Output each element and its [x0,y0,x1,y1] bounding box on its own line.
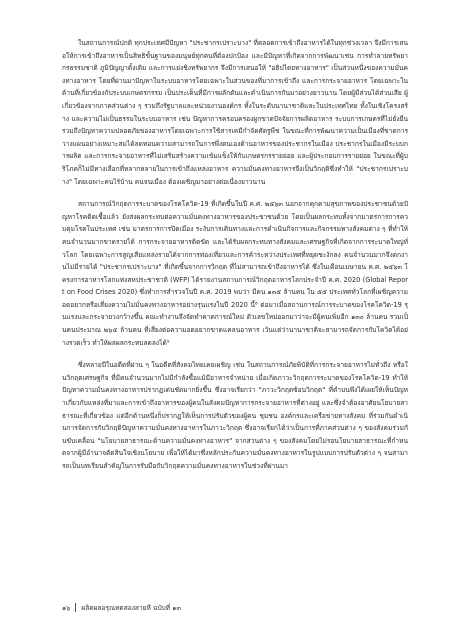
paragraph-3: ซึ่งหลายปีในอดีตที่ผ่าน ๆ ในอดีตที่สังคมไทยเคยเผชิญ เช่น ในสถานการณ์ภัยพิบัติที่การกระจายอาหารไม่ทั่วถึง หรือในวิกฤตเศรษฐกิจ ที่มีคนจำนวนมากไม่มีกำลังซื้อแม้มีอาหารจำหน่าย เมื่อเกิดภาวะวิกฤตการระบาดของโรคโควิด-19 ทำให้ปัญหาความมั่นคงทางอาหารปรากฏเด่นชัดมากยิ่งขึ้น ซึ่งอาจเรียกว่า "ภาวะวิกฤตซ้อนวิกฤต" ที่ตำบนพึงได้เผยให้เห็นปัญหาเกี่ยวกับแหล่งที่มาและการเข้าถึงอาหารของผู้คนในสังคมปัญหาการกระจายอาหารที่ต่างอยู่ และซึ่งจำต้องอาศัยนโยบายสาธารณะที่เกี่ยวข้อง แต่อีกด้านหนึ่งก็ปรากฏให้เห็นการปรับตัวของผู้คน ชุมชน องค์กรและเครือข่ายทางสังคม ที่ร่วมกันดำเนินการจัดการกับวิกฤติปัญหาความมั่นคงทางอาหารในภาวะวิกฤต ซึ่งอาจเรียกได้ว่าเป็นการที่ภาคส่วนต่าง ๆ ของสังคมร่วมกันขับเคลื่อน "นโยบายสาธารณะด้านความมั่นคงทางอาหาร" จากส่วนต่าง ๆ ของสังคมโดยไม่รอนโยบายสาธารณะที่กำหนดจากผู้มีอำนาจตัดสินใจเชิงนโยบาย เพื่อให้ได้มาซึ่งหลักประกันความมั่นคงทางอาหารในรูปแบบการปรับตัวต่าง ๆ จนสามารถเป็นบทเรียนสำคัญในการรับมือกับวิกฤตความมั่นคงทางอาหารในช่วงที่ผ่านมา [62,361,408,470]
publication-title: ผลิตผลอรุณทดสองสายหี ฉบับที่ ๑๓ [81,603,181,612]
paragraph-1: ในสถานการณ์ปกติ ทุกประเทศมีปัญหา "ประชากรเปราะบาง" ที่ตลอดการเข้าถึงอาหารได้ในทุกช่วงเวลา จึงมีการเสนอให้การเข้าถึงอาหารเป็นสิทธิขั้นฐานของมนุษย์ทุกคนที่ต้องปกป้อง และมีปัญหาที่เกิดจากการพัฒนาเช่น การทำลายทรัพยากรธรรมชาติ ภูมิปัญญาดั้งเดิม และการแย่งชิงทรัพยากร จึงมีการเสนอให้ "อธิปไตยทางอาหาร" เป็นส่วนหนึ่งของความมั่นคงทางอาหาร โดยที่ผ่านมาปัญหาในระบบอาหารโดยเฉพาะในส่วนของที่มาการเข้าถึง และการกระจายอาหาร โดยเฉพาะในด้านที่เกี่ยวข้องกับระบบเกษตรกรรม เป็นประเด็นที่มีการผลักดันและดำเนินการกันมาอย่างยาวนาน โดยผู้มีส่วนได้ส่วนเสีย ผู้เกี่ยวข้องจากภาคส่วนต่าง ๆ รวมถึงรัฐบาลและหน่วยงานองค์กร ทั้งในระดับนานาชาติและในประเทศไทย ทั้งในเชิงโครงสร้าง และความไม่เป็นธรรมในระบบอาหาร เช่น ปัญหาการครอบครองผูกขาดปัจจัยการผลิตอาหาร ระบบการเกษตรที่ไม่ยั่งยืน รวมถึงปัญหาความปลอดภัยของอาหารโดยเฉพาะการใช้สารเคมีกำจัดศัตรูพืช ในขณะที่การพัฒนาความเป็นเมืองที่ขาดการวางแผนอย่างเหมาะสมได้ลดทอนความสามารถในการพึ่งตนเองด้านอาหารของประชากรในเมือง ประชากรในเมืองมีระบบการผลิต และการกระจายอาหารที่ไม่เสริมสร้างความเข้มแข็งให้กับเกษตรกรรายย่อย และผู้ประกอบการรายย่อย ในขณะที่ผู้บริโภคก็ไม่มีทางเลือกที่หลากหลายในการเข้าถึงแหล่งอาหาร ความมั่นคงทางอาหารจึงเป็นวิกฤติซึ่งทำให้ "ประชากรเปราะบาง" โดยเฉพาะคนไร้บ้าน คนจนเมือง ต้องเผชิญมาอย่างต่อเนื่องยาวนาน [62,39,408,186]
paragraph-2: สถานการณ์วิกฤตการระบาดของโรคโควิด-19 ที่เกิดขึ้นในปี ค.ศ. ๒๕๖๓ นอกจากคุกคามสุขภาพของประชาชนด้วยปัญหาโรคติดเชื้อแล้ว ยังส่งผลกระทบต่อความมั่นคงทางอาหารของประชาชนด้วย โดยเป็นผลกระทบทั้งจากมาตรการการควบคุมโรคในประเทศ เช่น มาตรการการปิดเมือง ระงับการเดินทางและการดำเนินกิจการและกิจกรรมทางสังคมต่าง ๆ ที่ทำให้คนจำนวนมากขาดรายได้ การกระจายอาหารติดขัด และได้รับผลกระทบทางสังคมและเศรษฐกิจที่เกิดจากการระบาดใหญ่ทั่วโลก โดยเฉพาะการสูญเสียแหล่งรายได้จากการท่องเที่ยวและการค้าระหว่างประเทศที่หยุดชะงักลง คนจำนวนมากจึงตกงานไม่มีรายได้ "ประชากรเปราะบาง" ที่เกิดขึ้นจากการวิกฤต ที่ไม่สามารถเข้าถึงอาหารได้ ซึ่งในเดือนเมษายน ค.ศ. ๒๕๖๓ โครงการอาหารโลกแห่งสหประชาชาติ (WFP) ได้รายงานสถานการณ์วิกฤตอาหารโลกประจำปี ค.ศ. 2020 (Global Report on Food Crises 2020) ซึ่งทำการสำรวจในปี ค.ศ. 2019 พบว่า มีคน ๑๓๕ ล้านคน ใน ๕๕ ประเทศทั่วโลกที่เผชิญความอดอยากหรือเสี่ยงความไม่มั่นคงทางอาหารอย่างรุนแรงในปี 2020 นี้⁸ ต่อมาเมื่อสถานการณ์การระบาดของโรคโควิด-19 รุนแรงและกระจายวงกว้างขึ้น คณะทำงานจึงจัดทำคาดการณ์ใหม่ ตัวเลขใหม่ออกมาว่าจะมีผู้คนเพิ่มอีก ๑๓๐ ล้านคน รวมเป็นคนประมาณ ๒๖๕ ล้านคน ที่เสี่ยงต่อความอดอยากขาดแคลนอาหาร เว้นแต่ว่านานาชาติจะสามารถจัดการกับโควิดได้อย่างรวดเร็ว ทำให้ผลผลกระทบลดลงได้⁹ [62,200,408,347]
page-footer [62,601,408,613]
footer-divider [75,603,76,612]
article-body [62,37,408,483]
page-number: ๑๖ [62,603,71,612]
